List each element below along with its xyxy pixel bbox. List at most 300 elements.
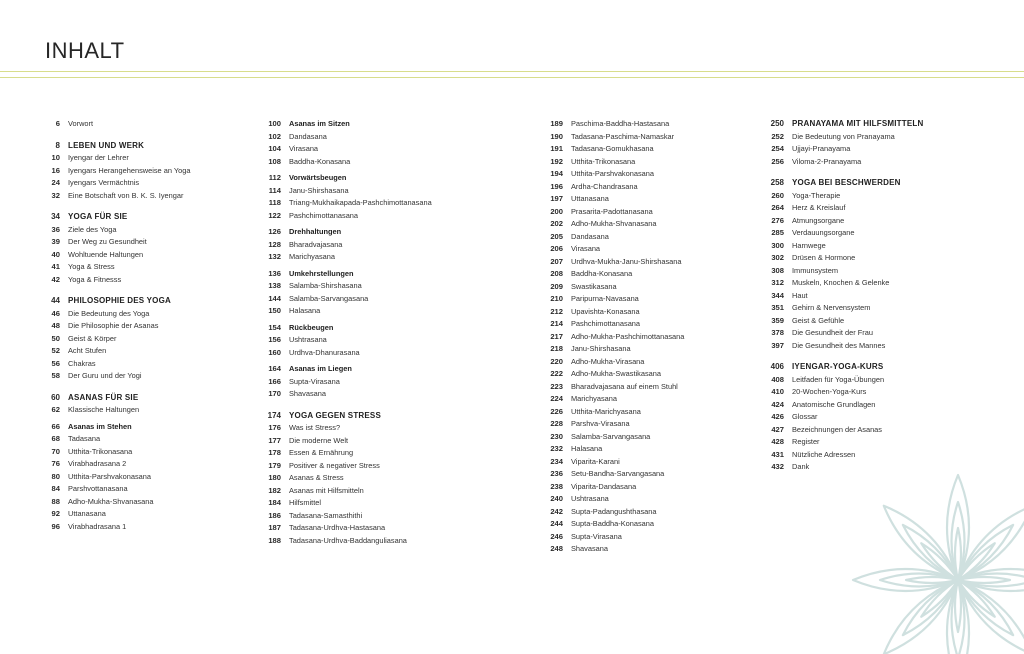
- toc-page-number: 224: [550, 394, 563, 403]
- toc-entry-title: Wohltuende Haltungen: [68, 249, 144, 259]
- toc-page-number: 156: [268, 335, 281, 344]
- toc-entry-title: Die Gesundheit des Mannes: [792, 340, 886, 350]
- toc-entry-title: Baddha-Konasana: [571, 269, 633, 278]
- toc-chapter-heading: [45, 392, 270, 405]
- toc-entry: [766, 411, 991, 424]
- toc-page-number: 112: [268, 173, 281, 182]
- toc-entry-title: Yoga-Therapie: [792, 190, 841, 200]
- toc-entry: [45, 333, 270, 346]
- toc-page-number: 191: [550, 144, 563, 153]
- toc-entry: [263, 185, 488, 198]
- toc-entry-title: Triang-Mukhaikapada-Pashchimottanasana: [289, 198, 432, 207]
- toc-entry: [263, 210, 488, 223]
- toc-page-number: 122: [268, 210, 281, 220]
- toc-chapter-heading: [263, 410, 488, 423]
- toc-section-heading: [263, 363, 488, 376]
- toc-entry-title: Tadasana-Urdhva-Hastasana: [289, 523, 386, 532]
- toc-page-number: 408: [771, 374, 784, 384]
- toc-entry-title: Chakras: [68, 358, 96, 368]
- toc-entry: [263, 472, 488, 485]
- toc-column-3: [545, 118, 770, 556]
- toc-section-heading: [263, 118, 488, 131]
- toc-page-number: 431: [771, 449, 784, 459]
- toc-page-number: 427: [771, 424, 784, 434]
- toc-chapter-heading: [766, 177, 991, 190]
- toc-page-number: 244: [550, 519, 563, 528]
- toc-entry-title: Utthita-Parshvakonasana: [68, 471, 151, 481]
- toc-page-number: 426: [771, 412, 784, 421]
- toc-entry: [45, 190, 270, 203]
- toc-entry: [45, 165, 270, 178]
- toc-entry: [545, 293, 770, 306]
- toc-page-number: 197: [550, 194, 563, 203]
- toc-entry-title: Positiver & negativer Stress: [289, 460, 380, 470]
- toc-page-number: 196: [550, 181, 563, 191]
- toc-entry: [766, 436, 991, 449]
- header-rule-top: [0, 71, 1024, 72]
- toc-page-number: 58: [51, 371, 60, 380]
- toc-page-number: 46: [51, 308, 60, 318]
- toc-entry: [263, 197, 488, 210]
- toc-page-number: 42: [51, 274, 60, 284]
- header-rule-bottom: [0, 77, 1024, 78]
- toc-entry: [766, 374, 991, 387]
- toc-entry-title: Halasana: [571, 444, 603, 453]
- toc-entry: [766, 240, 991, 253]
- toc-entry: [545, 381, 770, 394]
- toc-page-number: 220: [550, 356, 563, 366]
- toc-page-number: 187: [268, 523, 281, 532]
- toc-page-number: 238: [550, 481, 563, 491]
- toc-page-number: 180: [268, 473, 281, 482]
- toc-entry: [766, 315, 991, 328]
- toc-entry: [545, 343, 770, 356]
- toc-entry: [545, 281, 770, 294]
- toc-column-1: [45, 118, 270, 533]
- toc-chapter-heading: [766, 361, 991, 374]
- toc-entry-title: Atmungsorgane: [792, 215, 845, 225]
- toc-entry-title: Parshvottanasana: [68, 484, 128, 493]
- toc-entry: [263, 280, 488, 293]
- toc-entry-title: Swastikasana: [571, 281, 617, 291]
- toc-page-number: 222: [550, 369, 563, 378]
- toc-entry: [766, 131, 991, 144]
- toc-entry-title: Upavishta-Konasana: [571, 306, 640, 316]
- toc-entry: [263, 447, 488, 460]
- toc-entry: [263, 143, 488, 156]
- toc-entry-title: Register: [792, 437, 820, 446]
- toc-entry: [45, 433, 270, 446]
- toc-entry-title: Ardha-Chandrasana: [571, 181, 638, 191]
- toc-entry-title: Geist & Körper: [68, 333, 117, 343]
- toc-page-number: 6: [55, 119, 60, 128]
- page-title: INHALT: [45, 38, 125, 63]
- toc-entry: [766, 190, 991, 203]
- toc-entry-title: Nützliche Adressen: [792, 449, 856, 459]
- toc-chapter-heading: [45, 211, 270, 224]
- toc-section-heading: [263, 226, 488, 239]
- toc-entry-title: Salamba-Sarvangasana: [289, 293, 369, 303]
- toc-entry: [45, 345, 270, 358]
- toc-page-number: 359: [771, 315, 784, 325]
- toc-entry-title: Baddha-Konasana: [289, 156, 351, 166]
- toc-entry-title: Eine Botschaft von B. K. S. Iyengar: [68, 190, 184, 200]
- toc-entry-title: Harnwege: [792, 240, 826, 250]
- toc-page-number: 190: [550, 131, 563, 141]
- toc-page-number: 60: [51, 392, 60, 402]
- toc-entry: [263, 422, 488, 435]
- toc-entry-title: Shavasana: [289, 389, 326, 398]
- toc-entry: [545, 131, 770, 144]
- toc-page-number: 108: [268, 156, 281, 166]
- toc-entry-title: PRANAYAMA MIT HILFSMITTELN: [792, 119, 924, 128]
- toc-entry: [545, 543, 770, 556]
- toc-entry-title: Immunsystem: [792, 265, 838, 275]
- toc-entry-title: Ushtrasana: [571, 494, 609, 503]
- toc-entry-title: Utthita-Trikonasana: [68, 446, 133, 456]
- toc-entry: [545, 306, 770, 319]
- toc-entry: [766, 265, 991, 278]
- toc-entry: [45, 249, 270, 262]
- toc-page-number: 228: [550, 419, 563, 428]
- toc-entry: [45, 308, 270, 321]
- toc-entry: [766, 327, 991, 340]
- toc-page-number: 344: [771, 290, 784, 300]
- toc-entry-title: Geist & Gefühle: [792, 315, 845, 325]
- toc-entry: [545, 431, 770, 444]
- toc-entry-title: Salamba-Sarvangasana: [571, 431, 651, 441]
- toc-page-number: 36: [51, 224, 60, 234]
- toc-entry: [766, 143, 991, 156]
- toc-entry: [45, 320, 270, 333]
- toc-page-number: 264: [771, 203, 784, 212]
- toc-entry: [766, 386, 991, 399]
- toc-entry-title: Ujjayi-Pranayama: [792, 144, 851, 153]
- toc-entry: [545, 156, 770, 169]
- toc-entry-title: Hilfsmittel: [289, 498, 322, 507]
- toc-page-number: 424: [771, 399, 784, 409]
- toc-entry-title: Die moderne Welt: [289, 435, 349, 445]
- toc-page-number: 189: [550, 119, 563, 128]
- toc-entry: [545, 418, 770, 431]
- toc-page-number: 70: [51, 446, 60, 456]
- toc-page-number: 186: [268, 510, 281, 520]
- toc-entry-title: IYENGAR-YOGA-KURS: [792, 362, 884, 371]
- toc-entry: [263, 251, 488, 264]
- toc-page-number: 432: [771, 462, 784, 471]
- toc-entry: [45, 224, 270, 237]
- toc-entry: [263, 239, 488, 252]
- toc-entry: [263, 347, 488, 360]
- toc-entry: [545, 268, 770, 281]
- toc-page-number: 132: [268, 252, 281, 261]
- toc-entry: [263, 293, 488, 306]
- toc-entry-title: Halasana: [289, 306, 321, 315]
- toc-page-number: 164: [268, 364, 281, 373]
- toc-page-number: 254: [771, 144, 784, 153]
- toc-entry-title: Prasarita-Padottanasana: [571, 206, 653, 216]
- toc-entry-title: Die Bedeutung von Pranayama: [792, 131, 895, 141]
- toc-entry-title: Anatomische Grundlagen: [792, 399, 876, 409]
- toc-page-number: 260: [771, 190, 784, 200]
- toc-page-number: 194: [550, 169, 563, 178]
- toc-entry-title: Der Guru und der Yogi: [68, 371, 142, 380]
- toc-entry: [545, 368, 770, 381]
- toc-entry-title: Urdhva-Dhanurasana: [289, 347, 360, 357]
- toc-page-number: 24: [51, 178, 60, 187]
- toc-entry: [545, 456, 770, 469]
- toc-page-number: 56: [51, 358, 60, 368]
- toc-entry-title: Dandasana: [289, 131, 327, 141]
- toc-page-number: 88: [51, 496, 60, 506]
- toc-page-number: 300: [771, 240, 784, 250]
- toc-entry-title: Supta-Padangushthasana: [571, 506, 657, 516]
- toc-entry: [45, 446, 270, 459]
- toc-page-number: 212: [550, 306, 563, 316]
- toc-page-number: 68: [51, 434, 60, 443]
- toc-entry-title: Paripurna-Navasana: [571, 294, 639, 303]
- toc-entry: [45, 496, 270, 509]
- toc-entry: [45, 458, 270, 471]
- toc-entry: [766, 227, 991, 240]
- toc-entry-title: Glossar: [792, 412, 818, 421]
- toc-page-number: 10: [51, 153, 60, 162]
- toc-entry: [45, 261, 270, 274]
- toc-page-number: 258: [770, 178, 784, 187]
- toc-page-number: 218: [550, 344, 563, 353]
- toc-entry: [545, 206, 770, 219]
- toc-page-number: 44: [51, 296, 60, 305]
- toc-page-number: 16: [51, 165, 60, 175]
- toc-page-number: 48: [51, 321, 60, 330]
- toc-entry-title: Bharadvajasana: [289, 239, 343, 249]
- toc-entry: [263, 497, 488, 510]
- toc-entry: [545, 168, 770, 181]
- toc-page-number: 166: [268, 376, 281, 386]
- toc-page-number: 406: [770, 362, 784, 371]
- toc-entry-title: Viloma-2-Pranayama: [792, 156, 862, 166]
- toc-entry-title: Supta-Virasana: [571, 531, 622, 541]
- toc-entry-title: Ziele des Yoga: [68, 224, 117, 234]
- toc-page-number: 176: [268, 423, 281, 432]
- toc-page-number: 200: [550, 206, 563, 216]
- toc-entry: [263, 376, 488, 389]
- toc-page-number: 302: [771, 253, 784, 262]
- toc-entry-title: Acht Stufen: [68, 346, 107, 355]
- toc-chapter-heading: [45, 295, 270, 308]
- toc-page-number: 144: [268, 293, 281, 303]
- toc-page-number: 8: [55, 140, 60, 150]
- toc-entry-title: Asanas mit Hilfsmitteln: [289, 485, 364, 495]
- toc-entry: [545, 506, 770, 519]
- toc-entry: [545, 181, 770, 194]
- toc-section-heading: [263, 172, 488, 185]
- toc-page-number: 41: [51, 262, 60, 271]
- toc-entry: [766, 156, 991, 169]
- toc-entry: [766, 277, 991, 290]
- lotus-star-ornament-icon: [828, 470, 1024, 654]
- toc-entry-title: Utthita-Parshvakonasana: [571, 169, 654, 178]
- toc-entry-title: Marichyasana: [571, 394, 618, 403]
- toc-page-number: 62: [51, 405, 60, 414]
- toc-entry-title: Tadasana-Samasthithi: [289, 510, 363, 520]
- toc-page-number: 312: [771, 278, 784, 287]
- toc-entry-title: Asanas im Stehen: [68, 421, 132, 431]
- toc-entry-title: Parshva-Virasana: [571, 419, 630, 428]
- toc-page-number: 351: [771, 303, 784, 312]
- toc-entry-title: Gehirn & Nervensystem: [792, 303, 871, 312]
- toc-entry-title: Vorwort: [68, 119, 94, 128]
- toc-page-number: 410: [771, 387, 784, 396]
- toc-section-heading: [263, 322, 488, 335]
- toc-page-number: 114: [268, 185, 281, 195]
- toc-page-number: 102: [268, 131, 281, 141]
- toc-entry: [766, 252, 991, 265]
- toc-entry-title: Yoga & Fitnesss: [68, 274, 122, 284]
- toc-entry: [766, 449, 991, 462]
- toc-entry-title: Adho-Mukha-Swastikasana: [571, 369, 661, 378]
- toc-entry: [45, 118, 270, 131]
- toc-entry: [545, 356, 770, 369]
- toc-entry: [263, 460, 488, 473]
- toc-entry: [263, 435, 488, 448]
- toc-page-number: 34: [51, 212, 60, 221]
- toc-page-number: 206: [550, 244, 563, 253]
- toc-entry: [545, 193, 770, 206]
- toc-column-2: [263, 118, 488, 547]
- toc-page-number: 96: [51, 521, 60, 531]
- toc-entry: [766, 399, 991, 412]
- toc-page-number: 256: [771, 156, 784, 166]
- toc-page-number: 250: [770, 119, 784, 128]
- toc-entry: [263, 156, 488, 169]
- toc-entry: [263, 485, 488, 498]
- toc-page-number: 232: [550, 444, 563, 453]
- toc-entry: [545, 468, 770, 481]
- toc-page-number: 223: [550, 381, 563, 391]
- toc-entry-title: YOGA GEGEN STRESS: [289, 410, 382, 420]
- toc-entry: [545, 406, 770, 419]
- toc-page-number: 118: [268, 198, 281, 207]
- toc-entry-title: Urdhva-Mukha-Janu-Shirshasana: [571, 256, 682, 266]
- toc-entry: [545, 481, 770, 494]
- toc-entry-title: Tadasana-Paschima-Namaskar: [571, 131, 675, 141]
- toc-page-number: 178: [268, 448, 281, 457]
- toc-entry-title: Herz & Kreislauf: [792, 203, 846, 212]
- toc-page-number: 236: [550, 469, 563, 478]
- toc-entry: [766, 215, 991, 228]
- toc-entry-title: Pashchimottanasana: [289, 210, 359, 220]
- toc-entry-title: Virabhadrasana 2: [68, 459, 127, 468]
- toc-entry: [766, 290, 991, 303]
- toc-entry-title: Adho-Mukha-Shvanasana: [68, 496, 154, 506]
- toc-entry-title: Janu-Shirshasana: [289, 185, 349, 195]
- toc-entry-title: Utthita-Trikonasana: [571, 156, 636, 166]
- toc-entry: [545, 318, 770, 331]
- toc-entry: [45, 404, 270, 417]
- toc-page-number: 276: [771, 215, 784, 225]
- toc-entry: [545, 331, 770, 344]
- toc-entry-title: Adho-Mukha-Virasana: [571, 356, 645, 366]
- toc-entry-title: Tadasana-Urdhva-Baddanguliasana: [289, 535, 407, 545]
- toc-entry-title: Adho-Mukha-Shvanasana: [571, 219, 657, 228]
- toc-section-heading: [263, 268, 488, 281]
- toc-page-number: 39: [51, 237, 60, 246]
- toc-page-number: 179: [268, 460, 281, 470]
- toc-page-number: 428: [771, 437, 784, 446]
- toc-page-number: 170: [268, 389, 281, 398]
- toc-page-number: 230: [550, 431, 563, 441]
- toc-entry-title: YOGA BEI BESCHWERDEN: [792, 178, 901, 187]
- toc-entry: [545, 443, 770, 456]
- toc-page-number: 217: [550, 331, 563, 341]
- toc-entry-title: Marichyasana: [289, 252, 336, 261]
- toc-entry-title: Bharadvajasana auf einem Stuhl: [571, 381, 678, 391]
- toc-page-number: 154: [268, 322, 281, 332]
- toc-page-number: 192: [550, 156, 563, 166]
- toc-entry-title: Asanas im Sitzen: [289, 119, 350, 128]
- toc-page-number: 252: [771, 131, 784, 141]
- toc-entry-title: Bezeichnungen der Asanas: [792, 424, 882, 434]
- toc-entry-title: Uttanasana: [571, 194, 609, 203]
- toc-page-number: 214: [550, 319, 563, 328]
- toc-page-number: 242: [550, 506, 563, 516]
- toc-entry: [263, 535, 488, 548]
- toc-page-number: 248: [550, 544, 563, 553]
- toc-entry-title: Muskeln, Knochen & Gelenke: [792, 278, 890, 287]
- toc-entry: [545, 393, 770, 406]
- toc-entry-title: Iyengar der Lehrer: [68, 153, 129, 162]
- toc-entry-title: Leitfaden für Yoga-Übungen: [792, 374, 885, 384]
- toc-entry-title: Virabhadrasana 1: [68, 521, 127, 531]
- toc-entry: [545, 143, 770, 156]
- toc-entry-title: Verdauungsorgane: [792, 228, 855, 237]
- toc-page-number: 174: [267, 410, 281, 420]
- toc-page-number: 184: [268, 498, 281, 507]
- toc-entry-title: Adho-Mukha-Pashchimottanasana: [571, 331, 685, 341]
- toc-page-number: 210: [550, 294, 563, 303]
- toc-entry: [766, 302, 991, 315]
- toc-page-number: 208: [550, 269, 563, 278]
- toc-entry: [263, 510, 488, 523]
- toc-entry: [45, 508, 270, 521]
- toc-entry-title: Salamba-Shirshasana: [289, 281, 362, 290]
- toc-page-number: 397: [771, 340, 784, 350]
- toc-page-number: 246: [550, 531, 563, 541]
- toc-page-number: 32: [51, 190, 60, 200]
- toc-entry: [545, 218, 770, 231]
- toc-entry-title: Uttanasana: [68, 509, 106, 518]
- toc-page-number: 205: [550, 231, 563, 241]
- toc-section-heading: [45, 421, 270, 434]
- toc-entry-title: Asanas & Stress: [289, 473, 344, 482]
- toc-column-4: [766, 118, 991, 474]
- toc-entry-title: 20-Wochen-Yoga-Kurs: [792, 387, 867, 396]
- toc-entry-title: Iyengars Vermächtnis: [68, 178, 140, 187]
- toc-entry: [545, 243, 770, 256]
- toc-page-number: 126: [268, 227, 281, 236]
- toc-page-number: 182: [268, 485, 281, 495]
- toc-page-number: 52: [51, 346, 60, 355]
- toc-entry: [45, 521, 270, 534]
- toc-entry-title: Iyengars Herangehensweise an Yoga: [68, 165, 191, 175]
- toc-page-number: 76: [51, 459, 60, 468]
- toc-entry-title: Klassische Haltungen: [68, 405, 140, 414]
- toc-page-number: 80: [51, 471, 60, 481]
- toc-entry: [545, 518, 770, 531]
- toc-entry-title: Drüsen & Hormone: [792, 253, 856, 262]
- toc-entry: [263, 522, 488, 535]
